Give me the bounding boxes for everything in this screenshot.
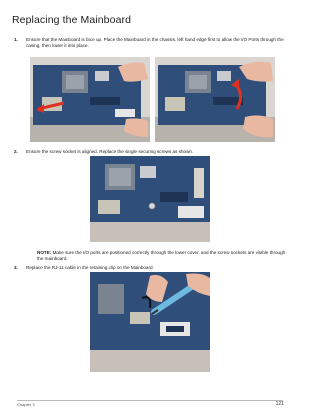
step-number: 2.: [14, 149, 18, 154]
step-number: 1.: [14, 37, 18, 42]
step-3: [14, 265, 288, 271]
page-number: 121: [275, 401, 284, 407]
footer-chapter: Chapter 3: [17, 402, 35, 407]
footer-divider: [17, 400, 283, 401]
step-text: Replace the RJ-11 cable in the retaining clip on the Mainboard.: [26, 265, 154, 270]
page-title: Replacing the Mainboard: [12, 14, 132, 26]
step-text: Ensure the screw socket is aligned. Replace the single securing screws as shown.: [26, 149, 194, 154]
step-number: 3.: [14, 265, 18, 270]
photo-screw-replace: [90, 156, 210, 242]
photo-rj11-cable: [90, 272, 210, 372]
step-text: Ensure that the Mainboard is face up. Place the Mainboard in the chassis, left hand edge first to allow the I/O Ports through the casing, then lower it into place.: [26, 37, 284, 48]
note-label: NOTE:: [37, 250, 52, 255]
note-text: Make sure the I/O ports are positioned correctly through the lower cover, and the screw sockets are visible through the mainboard.: [37, 250, 286, 261]
photo-mainboard-insert-right: [155, 57, 275, 142]
step-2: [14, 149, 288, 155]
note: [37, 250, 287, 262]
step-1: [14, 37, 288, 49]
photo-mainboard-insert-left: [30, 57, 150, 142]
